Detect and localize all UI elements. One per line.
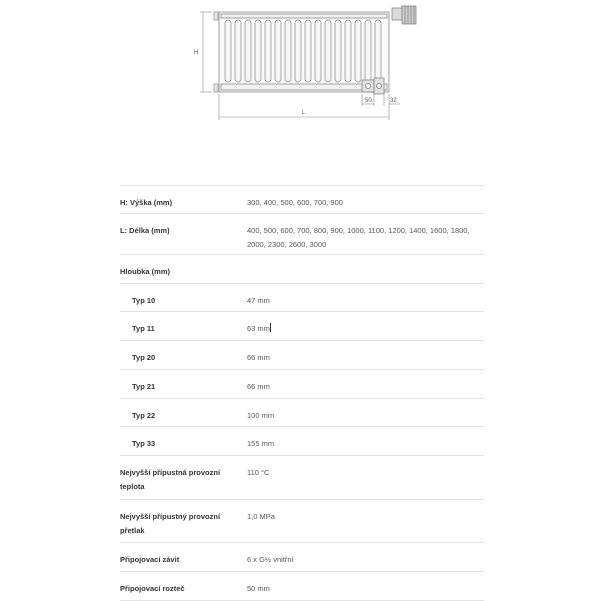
radiator-fin [345, 20, 351, 82]
spec-label: Typ 11 [132, 324, 155, 333]
spec-value: 300, 400, 500, 600, 700, 900 [247, 198, 343, 207]
spec-label: Nejvyšší přípustný provozní přetlak [120, 512, 221, 535]
spec-value: 1,0 MPa [247, 512, 275, 521]
spec-row [120, 426, 484, 456]
spec-value: 100 mm [247, 411, 275, 420]
spec-row [120, 254, 484, 284]
spec-label: Hloubka (mm) [120, 267, 171, 276]
radiator-fin [325, 20, 331, 82]
dim-50-label: 50 [365, 98, 372, 104]
radiator-fin [225, 20, 231, 82]
spec-label: Typ 20 [132, 353, 156, 362]
spec-value: 6 x G½ vnitřní [247, 555, 294, 564]
radiator-fin [335, 20, 341, 82]
spec-row [120, 369, 484, 399]
spec-value: 63 mm [247, 324, 270, 333]
spec-value: 110 °C [247, 468, 270, 477]
radiator-fin [305, 20, 311, 82]
spec-value: 50 mm [247, 584, 270, 593]
spec-value: 66 mm [247, 382, 270, 391]
spec-row [120, 455, 484, 500]
spec-row [120, 185, 484, 214]
spec-label: Typ 10 [132, 296, 156, 305]
spec-label: Typ 33 [132, 439, 156, 448]
spec-label: L: Délka (mm) [120, 226, 170, 235]
spec-row [120, 311, 484, 341]
spec-value: 47 mm [247, 296, 270, 305]
radiator-fin [375, 20, 381, 82]
radiator-fin [245, 20, 251, 82]
radiator-fin [235, 20, 241, 82]
radiator-fin [355, 20, 361, 82]
radiator-fin [285, 20, 291, 82]
dim-l-label: L [302, 110, 306, 116]
radiator-fin [295, 20, 301, 82]
radiator-fin [265, 20, 271, 82]
spec-value: 155 mm [247, 439, 275, 448]
spec-label: Typ 21 [132, 382, 156, 391]
spec-row [120, 499, 484, 543]
text-cursor [270, 323, 271, 332]
radiator-fin [255, 20, 261, 82]
spec-row [120, 542, 484, 572]
radiator-fin [315, 20, 321, 82]
radiator-fin [275, 20, 281, 82]
spec-row [120, 213, 484, 255]
spec-value: 66 mm [247, 353, 270, 362]
spec-label: Typ 22 [132, 411, 156, 420]
dim-32-label: 32 [390, 98, 397, 104]
spec-label: Nejvyšší přípustná provozní teplota [120, 468, 221, 491]
dim-h-label: H [194, 50, 199, 56]
spec-row [120, 340, 484, 370]
spec-label: Připojovací rozteč [120, 584, 185, 593]
spec-label: H: Výška (mm) [120, 198, 173, 207]
spec-row [120, 398, 484, 427]
spec-label: Připojovací závit [120, 555, 180, 564]
radiator-fin [365, 20, 371, 82]
bottom-connection [362, 78, 384, 94]
thermostat-valve [392, 6, 416, 24]
radiator-drawing [0, 0, 600, 125]
spec-value: 400, 500, 600, 700, 800, 900, 1000, 1100, 1200, 1400, 1600, 1800, 2000, 2300, 2600, 3000 [247, 226, 470, 249]
spec-row [120, 283, 484, 312]
spec-row [120, 571, 484, 601]
